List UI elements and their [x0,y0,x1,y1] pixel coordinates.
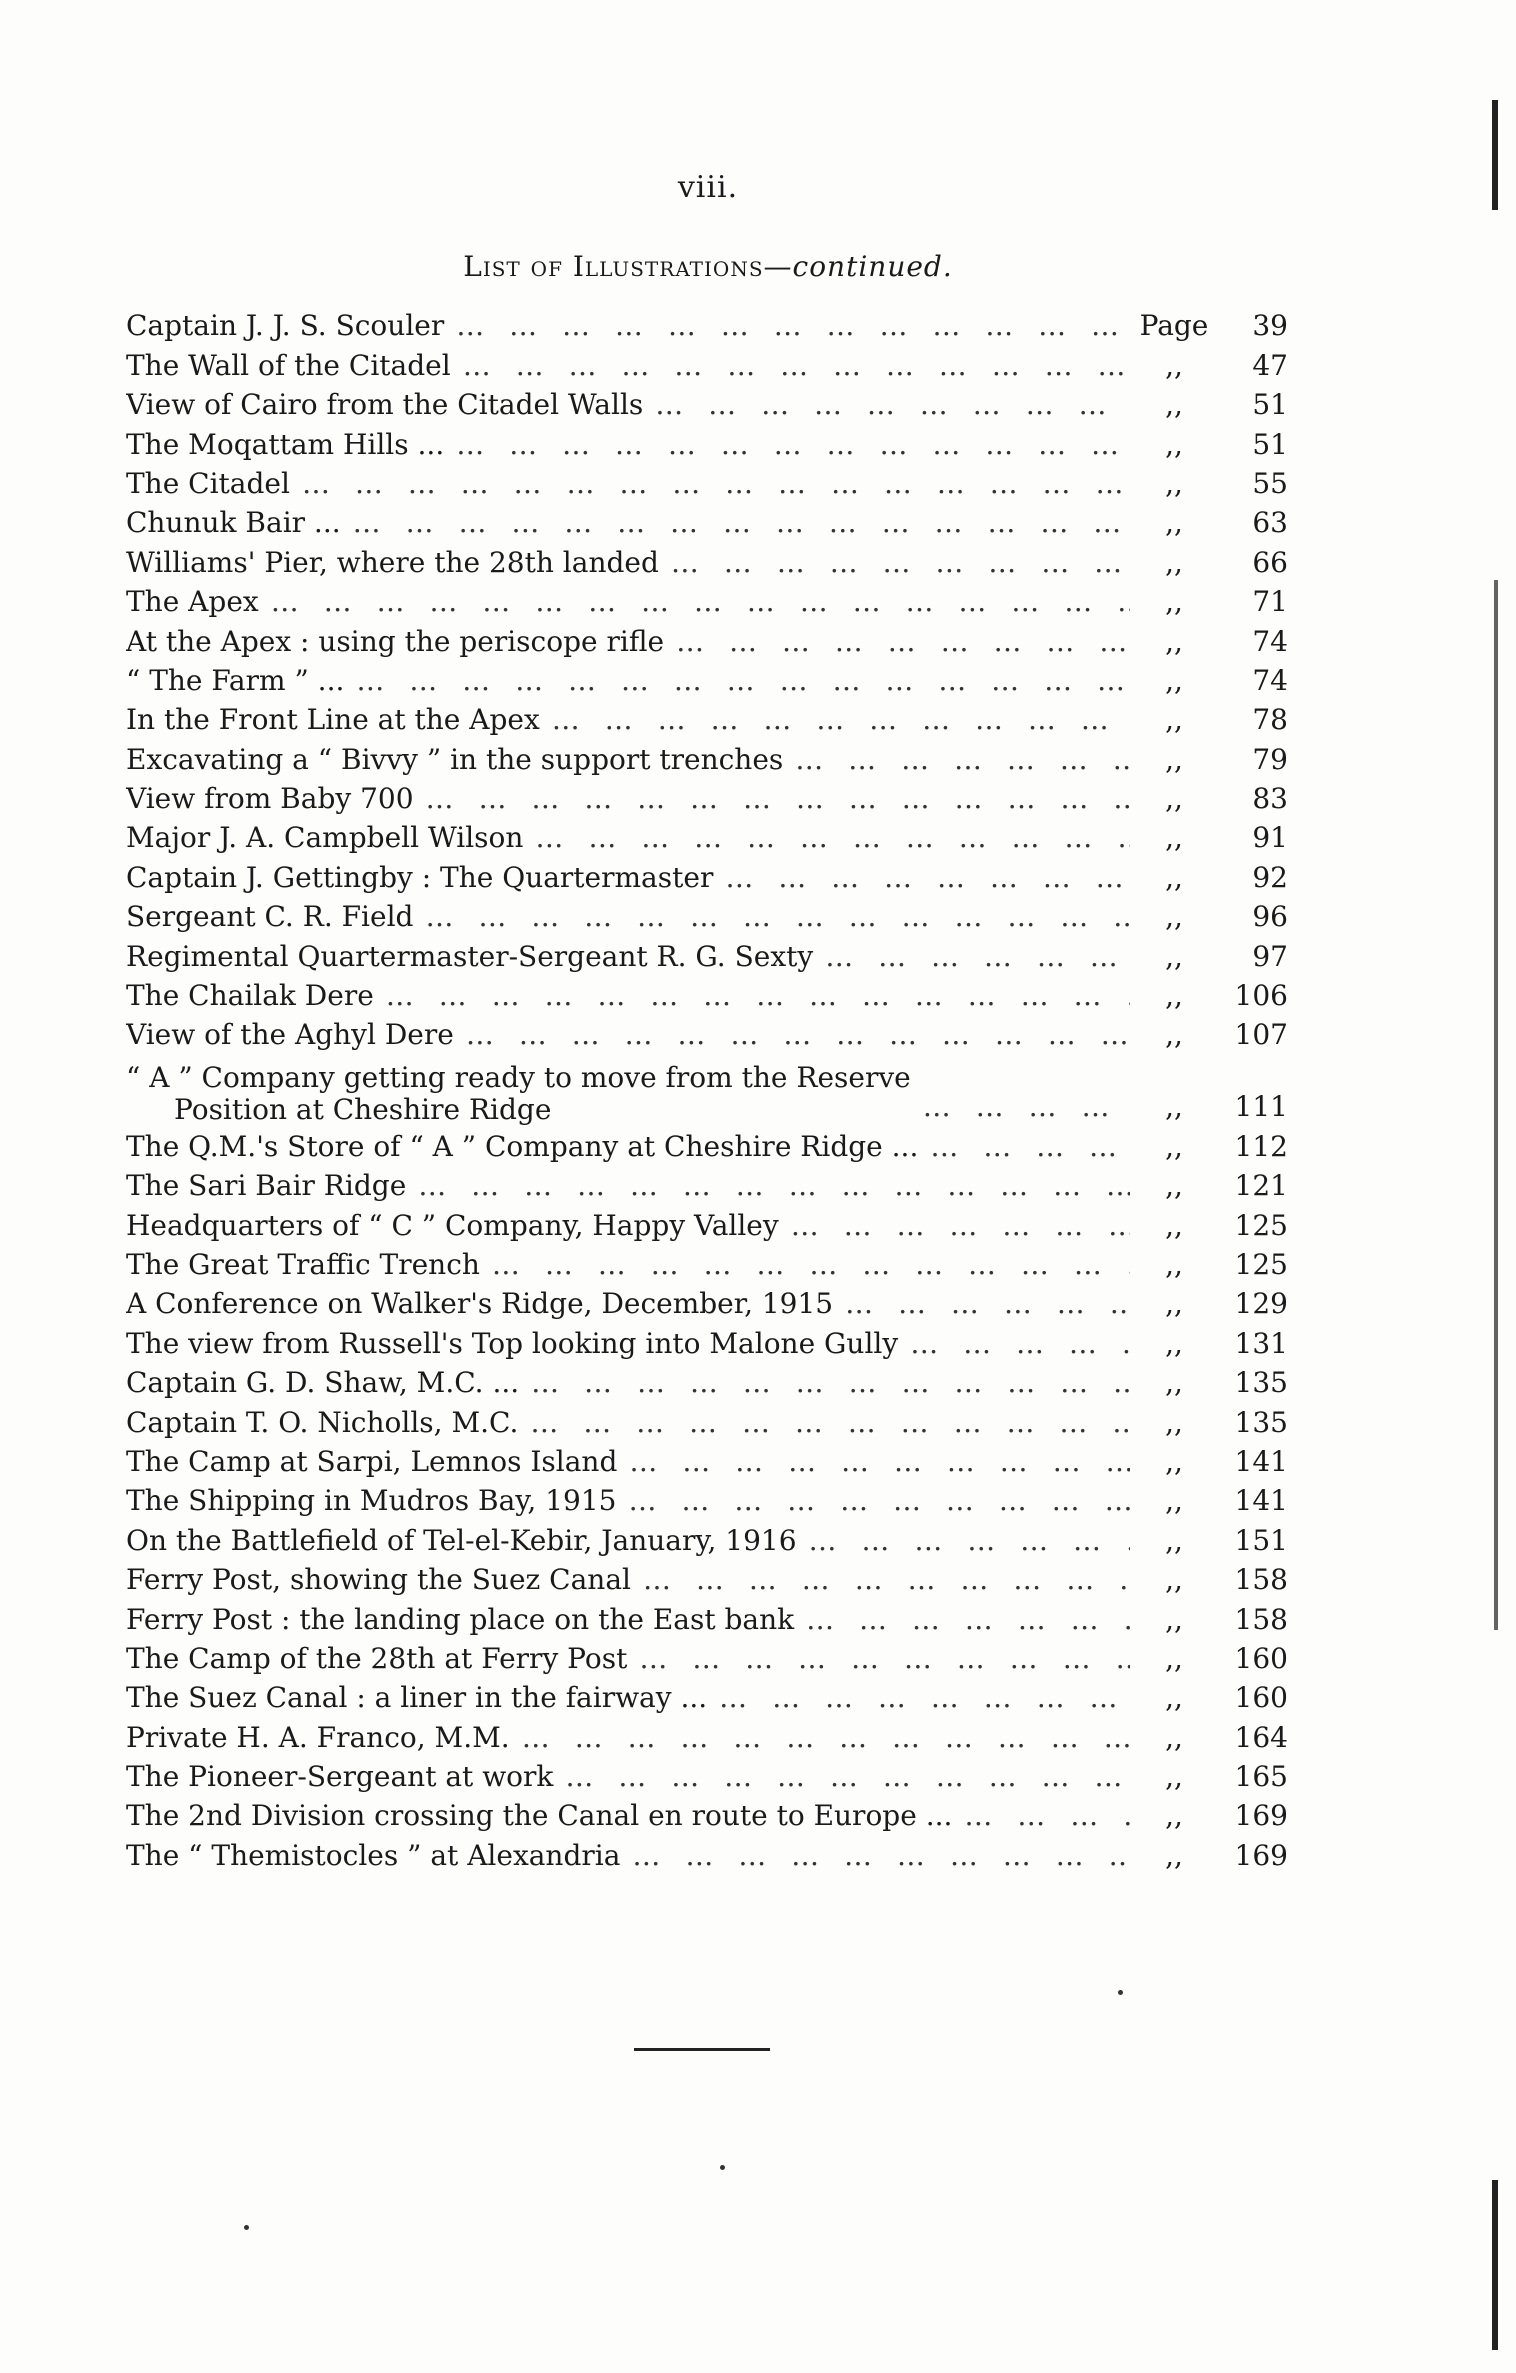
dot-leader [620,1836,1130,1875]
entry-title: The Camp of the 28th at Ferry Post [126,1641,628,1675]
dot-leader [259,582,1130,621]
dot-leader [413,897,1130,936]
entry-page-label: ,, [1165,388,1183,422]
entry-title-cell [126,1600,1130,1639]
entry-page-label: ,, [1165,1484,1183,1518]
entry-page-label: ,, [1165,1287,1183,1321]
entry-title: The Wall of the Citadel [126,348,451,382]
illustration-entry [126,503,1288,542]
dot-leader [523,818,1130,857]
illustration-entry [126,897,1288,936]
entry-page-label: ,, [1165,1405,1183,1439]
entry-title-cell [126,1206,1130,1245]
entry-title: The Shipping in Mudros Bay, 1915 [126,1484,617,1518]
entry-page-label: ,, [1165,624,1183,658]
entry-page-number: 125 [1234,1208,1288,1242]
entry-page-number: 96 [1252,900,1288,934]
entry-title: View of Cairo from the Citadel Walls [126,388,644,422]
entry-title: Captain J. Gettingby : The Quartermaster [126,860,714,894]
entry-page-number: 169 [1234,1838,1288,1872]
entry-title: The 2nd Division crossing the Canal en route to Europe ... [126,1799,953,1833]
entry-page-number: 74 [1252,663,1288,697]
entry-page-label: ,, [1165,860,1183,894]
dot-leader [664,622,1130,661]
entry-title: Ferry Post : the landing place on the East bank [126,1602,795,1636]
scan-speck [720,2165,725,2170]
entry-page-number: 160 [1234,1681,1288,1715]
entry-page-number: 51 [1252,388,1288,422]
dot-leader [414,779,1130,818]
entry-page-label: ,, [1165,348,1183,382]
illustration-entry [126,1639,1288,1678]
entry-title-cell [126,1127,1130,1166]
dot-leader [344,661,1130,700]
entry-title-cell [126,1245,1130,1284]
entry-title: Captain T. O. Nicholls, M.C. [126,1405,519,1439]
entry-page-label: ,, [1165,1563,1183,1597]
entry-title: Regimental Quartermaster-Sergeant R. G. Sexty [126,939,814,973]
illustrations-list [126,306,1288,1875]
entry-page-number: 121 [1234,1169,1288,1203]
entry-title-cell [126,1521,1130,1560]
illustration-entry [126,1678,1288,1717]
illustration-entry [126,1245,1288,1284]
entry-title: Private H. A. Franco, M.M. [126,1720,510,1754]
dot-leader [451,346,1130,385]
illustration-entry [126,464,1288,503]
dot-leader [616,1481,1130,1520]
entry-title: The Chailak Dere [126,979,374,1013]
dot-leader [510,1718,1130,1757]
entry-page-label: ,, [1165,1444,1183,1478]
entry-title-cell [126,1796,1130,1835]
dot-leader [794,1600,1130,1639]
entry-page-label: ,, [1165,742,1183,776]
illustration-entry [126,582,1288,621]
dot-leader [444,425,1130,464]
entry-title: The Sari Bair Ridge [126,1169,407,1203]
entry-title-cell [126,1481,1130,1520]
entry-title: A Conference on Walker's Ridge, December, 1915 [126,1287,834,1321]
entry-title-cell [126,425,1130,464]
illustration-entry [126,1054,1288,1126]
entry-page-number: 131 [1234,1326,1288,1360]
dot-leader [627,1639,1130,1678]
dot-leader [617,1442,1130,1481]
entry-page-label: ,, [1165,427,1183,461]
dot-leader [659,543,1130,582]
entry-page-number: 47 [1252,348,1288,382]
entry-title: The Moqattam Hills ... [126,427,445,461]
dot-leader [797,1521,1130,1560]
dot-leader [553,1757,1130,1796]
entry-page-number: 66 [1252,545,1288,579]
entry-page-number: 74 [1252,624,1288,658]
illustration-entry [126,1402,1288,1441]
entry-page-label: ,, [1165,1760,1183,1794]
entry-title-cell [126,464,1130,503]
entry-page-number: 71 [1252,585,1288,619]
entry-page-number: 164 [1234,1720,1288,1754]
entry-page-number: 107 [1234,1018,1288,1052]
scan-speck [1118,1990,1123,1995]
entry-title-cell [126,897,1130,936]
dot-leader [406,1166,1130,1205]
entry-title-cell [126,543,1130,582]
entry-title-cell [126,1718,1130,1757]
entry-page-number: 55 [1252,466,1288,500]
entry-title-cell [126,385,1130,424]
entry-title: The “ Themistocles ” at Alexandria [126,1838,621,1872]
entry-page-number: 97 [1252,939,1288,973]
entry-page-number: 158 [1234,1602,1288,1636]
list-heading-continued: —continued. [763,250,953,283]
entry-title-cell [126,1442,1130,1481]
entry-page-number: 165 [1234,1760,1288,1794]
illustration-entry [126,779,1288,818]
entry-page-label: ,, [1165,1641,1183,1675]
illustration-entry [126,936,1288,975]
illustration-entry [126,857,1288,896]
entry-title-cell [126,1324,1130,1363]
entry-page-label: ,, [1165,585,1183,619]
illustration-entry [126,385,1288,424]
entry-page-label: ,, [1165,1247,1183,1281]
illustration-entry [126,661,1288,700]
entry-page-number: 125 [1234,1247,1288,1281]
illustration-entry [126,818,1288,857]
entry-page-label: ,, [1165,1681,1183,1715]
entry-title-cell [126,306,1130,345]
list-heading [0,250,1416,283]
illustration-entry [126,1015,1288,1054]
dot-leader [813,937,1130,976]
entry-title: View of the Aghyl Dere [126,1018,454,1052]
illustration-entry [126,1166,1288,1205]
entry-title-cell [126,976,1130,1015]
entry-page-number: 83 [1252,782,1288,816]
entry-page-number: 169 [1234,1799,1288,1833]
dot-leader [631,1560,1130,1599]
dot-leader [833,1284,1130,1323]
entry-title-cell [126,700,1130,739]
illustration-entry [126,1284,1288,1323]
scan-edge-mark [1492,100,1498,210]
entry-page-number: 92 [1252,860,1288,894]
entry-title-cell [126,1560,1130,1599]
entry-page-number: 63 [1252,506,1288,540]
entry-title: “ A ” Company getting ready to move from the Reserve [126,1062,911,1095]
dot-leader [898,1324,1130,1363]
illustration-entry [126,1442,1288,1481]
entry-page-label: Page [1139,309,1209,343]
illustration-entry [126,739,1288,778]
entry-page-number: 39 [1252,309,1288,343]
entry-page-label: ,, [1165,1523,1183,1557]
entry-title: Major J. A. Campbell Wilson [126,821,524,855]
entry-title: The view from Russell's Top looking into Malone Gully [126,1326,899,1360]
illustration-entry [126,306,1288,345]
entry-page-label: ,, [1165,782,1183,816]
entry-page-number: 129 [1234,1287,1288,1321]
entry-title: “ The Farm ” ... [126,663,345,697]
entry-page-label: ,, [1165,506,1183,540]
scan-speck [244,2225,249,2230]
illustration-entry [126,1835,1288,1874]
entry-page-number: 151 [1234,1523,1288,1557]
entry-page-label: ,, [1165,1090,1183,1124]
illustration-entry [126,1205,1288,1244]
entry-title: Headquarters of “ C ” Company, Happy Valley [126,1208,779,1242]
dot-leader [290,464,1130,503]
dot-leader [643,385,1130,424]
entry-page-label: ,, [1165,1602,1183,1636]
illustration-entry [126,1757,1288,1796]
entry-page-label: ,, [1165,1799,1183,1833]
entry-title-cell [126,661,1130,700]
illustration-entry [126,1599,1288,1638]
entry-page-number: 135 [1234,1366,1288,1400]
dot-leader [783,740,1130,779]
entry-page-label: ,, [1165,1720,1183,1754]
dot-leader [518,1403,1130,1442]
entry-title-cell [126,818,1130,857]
entry-page-label: ,, [1165,1326,1183,1360]
illustration-entry [126,1520,1288,1559]
entry-title-cell [126,503,1130,542]
dot-leader [341,503,1130,542]
entry-title-cell [126,779,1130,818]
illustration-entry [126,1796,1288,1835]
entry-title-cell [126,1284,1130,1323]
dot-leader [918,1127,1130,1166]
entry-title-cell [126,1015,1130,1054]
dot-leader [444,306,1130,345]
entry-title: View from Baby 700 [126,782,414,816]
entry-page-label: ,, [1165,466,1183,500]
entry-page-label: ,, [1165,1366,1183,1400]
entry-title: Ferry Post, showing the Suez Canal [126,1563,631,1597]
entry-title-cell [126,622,1130,661]
illustration-entry [126,976,1288,1015]
entry-page-label: ,, [1165,1018,1183,1052]
illustration-entry [126,1560,1288,1599]
entry-title: On the Battlefield of Tel-el-Kebir, January, 1916 [126,1523,797,1557]
entry-title-cell [126,1062,1130,1126]
illustration-entry [126,1717,1288,1756]
entry-title: The Camp at Sarpi, Lemnos Island [126,1444,618,1478]
entry-page-number: 141 [1234,1444,1288,1478]
entry-title: Captain G. D. Shaw, M.C. ... [126,1366,520,1400]
entry-title-cell [126,1836,1130,1875]
entry-title-cell [126,1166,1130,1205]
entry-page-label: ,, [1165,1208,1183,1242]
entry-page-number: 91 [1252,821,1288,855]
entry-title: Williams' Pier, where the 28th landed [126,545,659,579]
entry-title-block [126,1062,911,1126]
illustration-entry [126,424,1288,463]
entry-title-cell [126,1678,1130,1717]
entry-page-label: ,, [1165,663,1183,697]
illustration-entry [126,1481,1288,1520]
illustration-entry [126,700,1288,739]
entry-page-number: 79 [1252,742,1288,776]
entry-title: In the Front Line at the Apex [126,703,540,737]
dot-leader [519,1363,1130,1402]
entry-page-label: ,, [1165,979,1183,1013]
entry-title: Excavating a “ Bivvy ” in the support trenches [126,742,784,776]
entry-title-cell [126,1403,1130,1442]
entry-title: The Q.M.'s Store of “ A ” Company at Cheshire Ridge ... [126,1129,919,1163]
page-folio: viii. [677,170,739,205]
dot-leader [707,1678,1130,1717]
dot-leader [540,700,1130,739]
entry-page-number: 112 [1234,1129,1288,1163]
entry-title: Chunuk Bair ... [126,506,341,540]
illustration-entry [126,621,1288,660]
entry-title-continued: Position at Cheshire Ridge [174,1093,552,1127]
entry-page-label: ,, [1165,821,1183,855]
entry-page-label: ,, [1165,900,1183,934]
entry-page-number: 160 [1234,1641,1288,1675]
entry-title: The Apex [126,585,259,619]
dot-leader [952,1796,1130,1835]
dot-leader [779,1206,1130,1245]
entry-page-number: 106 [1234,979,1288,1013]
entry-page-label: ,, [1165,545,1183,579]
entry-page-number: 111 [1234,1090,1288,1124]
dot-leader [713,858,1130,897]
illustration-entry [126,1126,1288,1165]
list-heading-title: List of Illustrations [463,250,764,283]
dot-leader [911,1087,1130,1126]
entry-page-number: 141 [1234,1484,1288,1518]
entry-title-cell [126,1757,1130,1796]
entry-page-label: ,, [1165,1129,1183,1163]
entry-title: At the Apex : using the periscope rifle [126,624,665,658]
entry-title-cell [126,740,1130,779]
entry-title-cell [126,1363,1130,1402]
entry-title: The Suez Canal : a liner in the fairway ... [126,1681,708,1715]
entry-title: The Pioneer-Sergeant at work [126,1760,554,1794]
entry-page-label: ,, [1165,1838,1183,1872]
entry-title-cell [126,346,1130,385]
dot-leader [454,1015,1130,1054]
closing-rule [634,2048,770,2051]
entry-page-number: 158 [1234,1563,1288,1597]
entry-page-label: ,, [1165,703,1183,737]
illustration-entry [126,1363,1288,1402]
entry-title: Captain J. J. S. Scouler [126,309,445,343]
dot-leader [480,1245,1130,1284]
scan-edge-mark [1492,2180,1498,2350]
entry-title-cell [126,937,1130,976]
entry-title: The Citadel [126,466,290,500]
entry-title-cell [126,858,1130,897]
entry-title: Sergeant C. R. Field [126,900,414,934]
illustration-entry [126,1323,1288,1362]
entry-page-label: ,, [1165,939,1183,973]
dot-leader [374,976,1130,1015]
entry-page-number: 51 [1252,427,1288,461]
scan-edge-mark [1494,580,1498,1630]
illustration-entry [126,345,1288,384]
entry-title-cell [126,582,1130,621]
entry-title-cell [126,1639,1130,1678]
entry-title: The Great Traffic Trench [126,1247,480,1281]
entry-page-number: 78 [1252,703,1288,737]
entry-page-number: 135 [1234,1405,1288,1439]
illustration-entry [126,542,1288,581]
entry-page-label: ,, [1165,1169,1183,1203]
